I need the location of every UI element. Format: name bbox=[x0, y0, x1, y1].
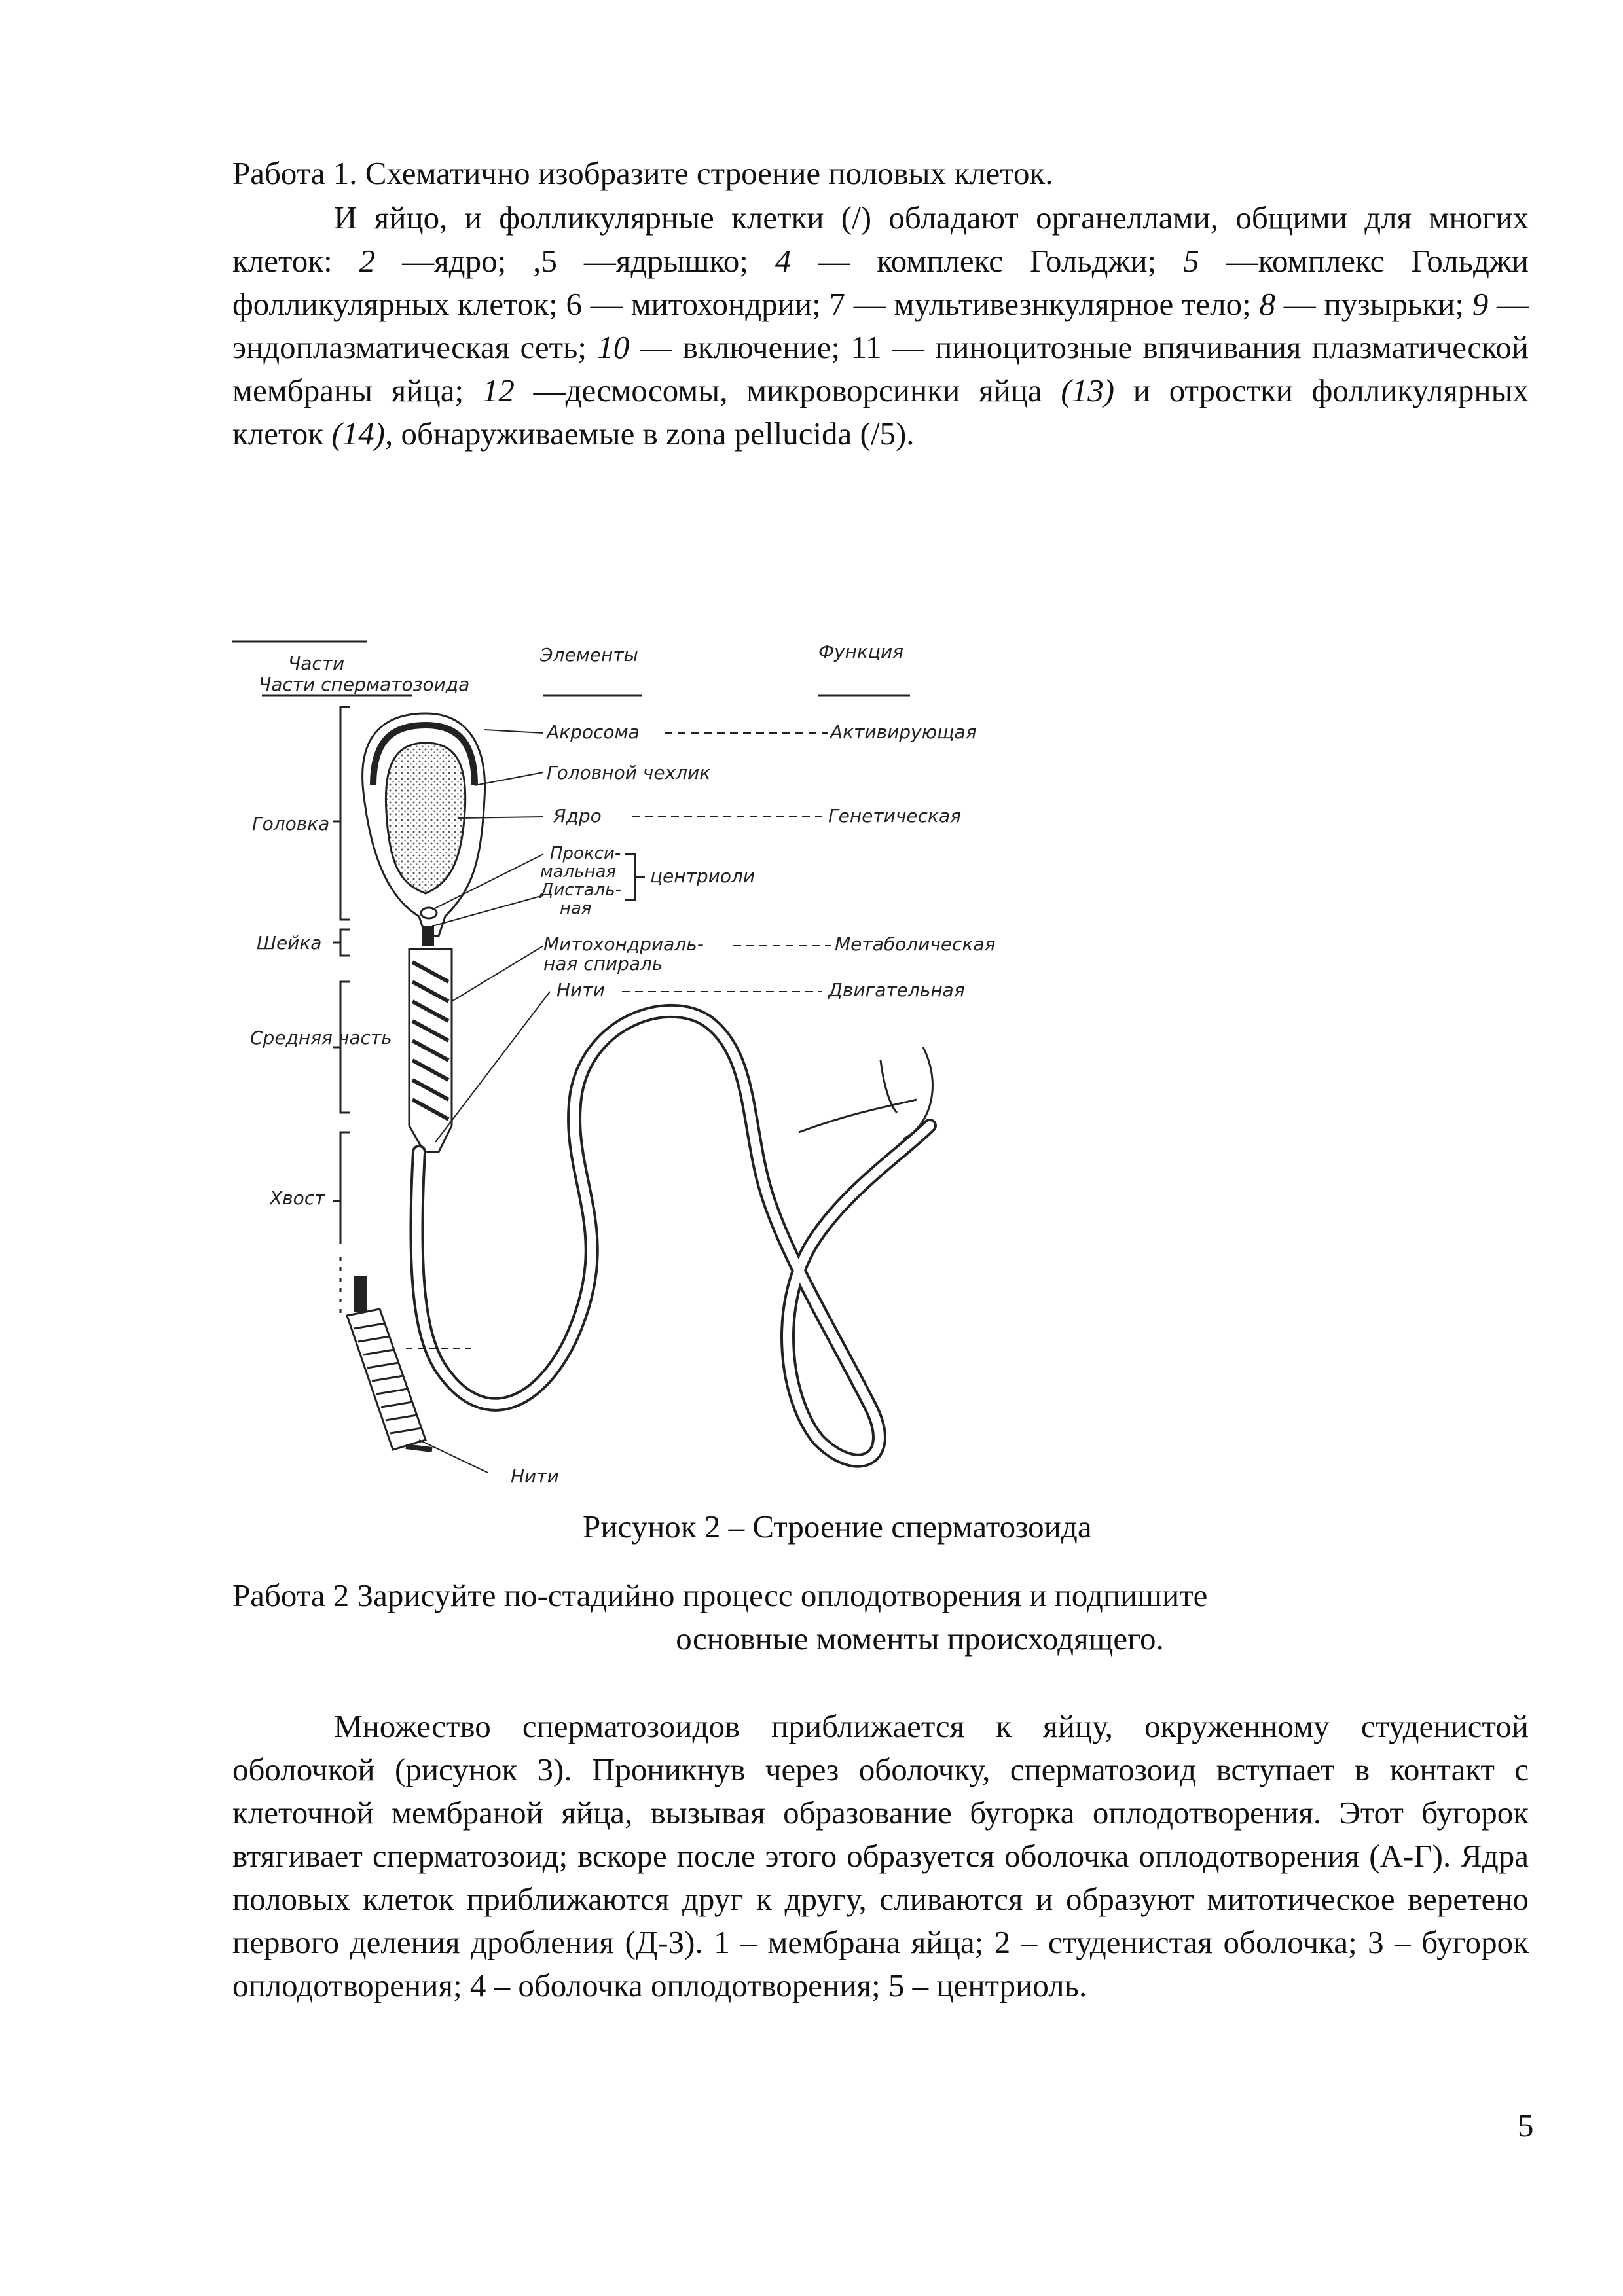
label-proximal-2: мальная bbox=[540, 862, 617, 882]
label-acrosome: Акросома bbox=[547, 721, 640, 743]
paragraph-number-run: 12 bbox=[482, 372, 515, 408]
part-tail: Хвост bbox=[270, 1187, 325, 1209]
work2-subtitle: основные моменты происходящего. bbox=[676, 1621, 1164, 1657]
paragraph-number-run: 8 bbox=[1259, 286, 1275, 322]
function-motor: Двигательная bbox=[828, 979, 965, 1001]
paragraph-number-run: 2 bbox=[359, 243, 376, 279]
paragraph-text-run: — пузырьки; bbox=[1275, 286, 1472, 322]
figure-caption: Рисунок 2 – Строение сперматозоида bbox=[583, 1509, 1092, 1545]
paragraph-number-run: 5 bbox=[1183, 243, 1199, 279]
paragraph-text-run: — включение; 11 — пиноцитозные впячивания плазматической мембраны яйца; bbox=[232, 329, 1529, 408]
function-genetic: Генетическая bbox=[828, 805, 961, 827]
header-elements: Элементы bbox=[540, 644, 638, 666]
label-proximal-1: Прокси- bbox=[550, 844, 621, 863]
label-distal-1: Дисталь- bbox=[540, 880, 621, 900]
header-function: Функция bbox=[818, 641, 903, 662]
label-centrioles: центриоли bbox=[650, 865, 756, 887]
function-metabolic: Метаболическая bbox=[835, 933, 996, 955]
paragraph-number-run: 9 bbox=[1472, 286, 1489, 322]
paragraph-text-run: —десмосомы, микроворсинки яйца bbox=[514, 372, 1061, 408]
header-parts-1: Части bbox=[288, 653, 345, 674]
sperm-head bbox=[363, 713, 485, 946]
paragraph-text-run: и отростки фолликулярных клеток bbox=[232, 372, 1529, 452]
part-neck: Шейка bbox=[257, 932, 322, 954]
part-brackets bbox=[333, 707, 350, 1316]
work2-title: Работа 2 Зарисуйте по-стадийно процесс оплодотворения и подпишите bbox=[232, 1577, 1208, 1613]
work2-body bbox=[232, 1705, 1529, 2007]
paragraph-number-run: (14), bbox=[331, 416, 393, 452]
label-distal-2: ная bbox=[560, 899, 592, 918]
label-threads-bottom: Нити bbox=[511, 1465, 559, 1487]
sperm-middle-piece bbox=[409, 949, 452, 1152]
paragraph-text-run: обнаруживаемые в zona pellucida (/5). bbox=[393, 416, 915, 452]
paragraph-text-run: —ядро; ,5 —ядрышко; bbox=[375, 243, 775, 279]
label-head-cap: Головной чехлик bbox=[547, 762, 711, 783]
paragraph-text-run: — комплекс Гольджи; bbox=[791, 243, 1184, 279]
label-mito-1: Митохондриаль- bbox=[543, 933, 704, 955]
paragraph-text-run: И яйцо, и фолликулярные клетки (/) обладают органеллами, общими для многих клеток: bbox=[232, 200, 1529, 279]
paragraph-number-run: 4 bbox=[775, 243, 792, 279]
part-middle: Средняя часть bbox=[250, 1027, 392, 1049]
label-mito-2: ная спираль bbox=[543, 953, 663, 975]
paragraph-text-run: —комплекс Гольджи фолликулярных клеток; 6 — митохондрии; 7 — мультивезнкулярное тело; bbox=[232, 243, 1529, 322]
header-parts: Части сперматозоида bbox=[259, 673, 470, 695]
paragraph-text-run: — эндоплазматическая сеть; bbox=[232, 286, 1529, 365]
sperm-tail bbox=[416, 1011, 930, 1461]
paragraph-number-run: 10 bbox=[597, 329, 630, 365]
page-number: 5 bbox=[1518, 2108, 1534, 2144]
label-threads: Нити bbox=[556, 979, 605, 1001]
paragraph-number-run: (13) bbox=[1061, 372, 1115, 408]
function-activating: Активирующая bbox=[830, 721, 977, 743]
work2-body-text: Множество сперматозоидов приближается к яйцу, окруженному студенистой оболочкой (рисунок 3). Проникнув через оболочку, сперматозоид вступает в контакт с клеточной мембраной яйца, вызывая образование бугорка оплодотворения. Этот бугорок втягивает сперматозоид; вскоре после этого образуется оболочка оплодотворения (А-Г). Ядра половых клеток приближаются друг к другу, сливаются и образуют митотическое веретено первого деления дробления (Д-З). 1 – мембрана яйца; 2 – студенистая оболочка; 3 – бугорок оплодотворения; 4 – оболочка оплодотворения; 5 – центриоль. bbox=[232, 1708, 1529, 2003]
part-head: Головка bbox=[252, 813, 330, 834]
label-nucleus: Ядро bbox=[553, 805, 602, 827]
work1-title: Работа 1. Схематично изобразите строение половых клеток. bbox=[232, 155, 1053, 191]
